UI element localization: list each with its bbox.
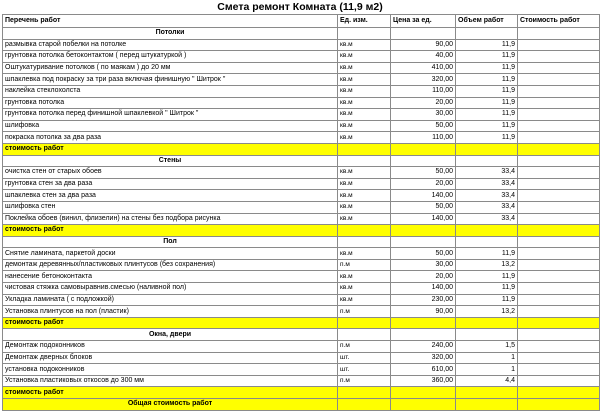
subtotal-label-cell[interactable]: стоимость работ bbox=[3, 387, 338, 399]
work-name-cell[interactable]: Демонтаж дверных блоков bbox=[3, 352, 338, 364]
price-cell[interactable]: 360,00 bbox=[391, 375, 456, 387]
unit-cell[interactable]: кв.м bbox=[338, 248, 391, 260]
table-row bbox=[3, 190, 600, 202]
quantity-cell[interactable]: 1 bbox=[456, 364, 518, 376]
empty-cell[interactable] bbox=[456, 236, 518, 248]
price-cell[interactable]: 230,00 bbox=[391, 294, 456, 306]
cost-cell[interactable] bbox=[518, 190, 600, 202]
cost-cell[interactable] bbox=[518, 294, 600, 306]
cost-cell[interactable] bbox=[518, 51, 600, 63]
work-name-cell[interactable]: грунтовка стен за два раза bbox=[3, 178, 338, 190]
section-title-cell[interactable]: Стены bbox=[3, 155, 338, 167]
price-cell[interactable]: 40,00 bbox=[391, 51, 456, 63]
price-cell[interactable]: 90,00 bbox=[391, 306, 456, 318]
empty-cell[interactable] bbox=[391, 155, 456, 167]
price-cell[interactable]: 20,00 bbox=[391, 97, 456, 109]
total-value-cell[interactable] bbox=[518, 399, 600, 411]
unit-cell[interactable]: кв.м bbox=[338, 167, 391, 179]
cost-cell[interactable] bbox=[518, 364, 600, 376]
subtotal-label-cell[interactable]: стоимость работ bbox=[3, 317, 338, 329]
empty-cell[interactable] bbox=[338, 143, 391, 155]
cost-cell[interactable] bbox=[518, 74, 600, 86]
table-row bbox=[3, 352, 600, 364]
cost-cell[interactable] bbox=[518, 306, 600, 318]
unit-cell[interactable]: кв.м bbox=[338, 283, 391, 295]
work-name-cell[interactable]: нанесение бетоноконтакта bbox=[3, 271, 338, 283]
header-cell-cost[interactable]: Стоимость работ bbox=[518, 15, 600, 28]
unit-cell[interactable]: п.м bbox=[338, 375, 391, 387]
quantity-cell[interactable]: 11,9 bbox=[456, 62, 518, 74]
sheet-title: Смета ремонт Комната (11,9 м2) bbox=[217, 1, 383, 13]
cost-cell[interactable] bbox=[518, 178, 600, 190]
cost-cell[interactable] bbox=[518, 271, 600, 283]
cost-cell[interactable] bbox=[518, 352, 600, 364]
table-row bbox=[3, 213, 600, 225]
unit-cell[interactable]: п.м bbox=[338, 341, 391, 353]
unit-cell[interactable]: кв.м bbox=[338, 132, 391, 144]
empty-cell[interactable] bbox=[391, 387, 456, 399]
table-body bbox=[3, 28, 600, 411]
quantity-cell[interactable]: 11,9 bbox=[456, 120, 518, 132]
quantity-cell[interactable]: 11,9 bbox=[456, 51, 518, 63]
quantity-cell[interactable]: 11,9 bbox=[456, 248, 518, 260]
table-row bbox=[3, 132, 600, 144]
quantity-cell[interactable]: 33,4 bbox=[456, 167, 518, 179]
table-row bbox=[3, 120, 600, 132]
quantity-cell[interactable]: 11,9 bbox=[456, 97, 518, 109]
table-row bbox=[3, 167, 600, 179]
cost-cell[interactable] bbox=[518, 109, 600, 121]
work-name-cell[interactable]: грунтовка потолка перед финишной шпаклевкой " Шитрок " bbox=[3, 109, 338, 121]
empty-cell[interactable] bbox=[338, 387, 391, 399]
table-row bbox=[3, 271, 600, 283]
subtotal-row bbox=[3, 317, 600, 329]
empty-cell[interactable] bbox=[518, 329, 600, 341]
unit-cell[interactable]: кв.м bbox=[338, 62, 391, 74]
price-cell[interactable]: 50,00 bbox=[391, 167, 456, 179]
quantity-cell[interactable]: 11,9 bbox=[456, 294, 518, 306]
price-cell[interactable]: 320,00 bbox=[391, 74, 456, 86]
quantity-cell[interactable]: 11,9 bbox=[456, 39, 518, 51]
empty-cell[interactable] bbox=[391, 399, 456, 411]
price-cell[interactable]: 30,00 bbox=[391, 259, 456, 271]
price-cell[interactable]: 140,00 bbox=[391, 190, 456, 202]
quantity-cell[interactable]: 1,5 bbox=[456, 341, 518, 353]
empty-cell[interactable] bbox=[338, 155, 391, 167]
unit-cell[interactable]: шт. bbox=[338, 364, 391, 376]
table-row bbox=[3, 201, 600, 213]
subtotal-label-cell[interactable]: стоимость работ bbox=[3, 143, 338, 155]
cost-cell[interactable] bbox=[518, 201, 600, 213]
work-name-cell[interactable]: Установка плинтусов на пол (пластик) bbox=[3, 306, 338, 318]
quantity-cell[interactable]: 33,4 bbox=[456, 190, 518, 202]
empty-cell[interactable] bbox=[391, 143, 456, 155]
cost-cell[interactable] bbox=[518, 39, 600, 51]
cost-cell[interactable] bbox=[518, 132, 600, 144]
unit-cell[interactable]: кв.м bbox=[338, 190, 391, 202]
quantity-cell[interactable]: 11,9 bbox=[456, 271, 518, 283]
empty-cell[interactable] bbox=[518, 236, 600, 248]
empty-cell[interactable] bbox=[338, 317, 391, 329]
work-name-cell[interactable]: демонтаж деревянных/пластиковых плинтусов (без сохранения) bbox=[3, 259, 338, 271]
work-name-cell[interactable]: Поклейка обоев (винил, флизелин) на стены без подбора рисунка bbox=[3, 213, 338, 225]
table-row bbox=[3, 109, 600, 121]
total-label-cell[interactable]: Общая стоимость работ bbox=[3, 399, 338, 411]
section-row bbox=[3, 155, 600, 167]
work-name-cell[interactable]: очистка стен от старых обоев bbox=[3, 167, 338, 179]
price-cell[interactable]: 30,00 bbox=[391, 109, 456, 121]
empty-cell[interactable] bbox=[456, 143, 518, 155]
empty-cell[interactable] bbox=[518, 28, 600, 40]
empty-cell[interactable] bbox=[391, 329, 456, 341]
price-cell[interactable]: 50,00 bbox=[391, 120, 456, 132]
section-row bbox=[3, 329, 600, 341]
table-row bbox=[3, 62, 600, 74]
work-name-cell[interactable]: шпаклевка стен за два раза bbox=[3, 190, 338, 202]
unit-cell[interactable]: кв.м bbox=[338, 74, 391, 86]
total-row bbox=[3, 399, 600, 411]
work-name-cell[interactable]: грунтовка потолка bbox=[3, 97, 338, 109]
work-name-cell[interactable]: грунтовка потолка бетоконтактом ( перед штукатуркой ) bbox=[3, 51, 338, 63]
cost-cell[interactable] bbox=[518, 120, 600, 132]
unit-cell[interactable]: кв.м bbox=[338, 39, 391, 51]
price-cell[interactable]: 110,00 bbox=[391, 85, 456, 97]
table-row bbox=[3, 259, 600, 271]
work-name-cell[interactable]: Установка пластиковых откосов до 300 мм bbox=[3, 375, 338, 387]
empty-cell[interactable] bbox=[456, 317, 518, 329]
empty-cell[interactable] bbox=[391, 236, 456, 248]
empty-cell[interactable] bbox=[391, 28, 456, 40]
section-row bbox=[3, 236, 600, 248]
table-row bbox=[3, 375, 600, 387]
quantity-cell[interactable]: 11,9 bbox=[456, 85, 518, 97]
table-row bbox=[3, 51, 600, 63]
quantity-cell[interactable]: 33,4 bbox=[456, 178, 518, 190]
cost-cell[interactable] bbox=[518, 85, 600, 97]
quantity-cell[interactable]: 11,9 bbox=[456, 283, 518, 295]
table-row bbox=[3, 283, 600, 295]
table-row bbox=[3, 178, 600, 190]
work-name-cell[interactable]: Укладка ламината ( с подложкой) bbox=[3, 294, 338, 306]
empty-cell[interactable] bbox=[338, 225, 391, 237]
estimate-table bbox=[2, 14, 600, 411]
table-row bbox=[3, 85, 600, 97]
unit-cell[interactable]: кв.м bbox=[338, 85, 391, 97]
work-name-cell[interactable]: размывка старой побелки на потолке bbox=[3, 39, 338, 51]
price-cell[interactable]: 110,00 bbox=[391, 132, 456, 144]
quantity-cell[interactable]: 1 bbox=[456, 352, 518, 364]
section-title-cell[interactable]: Пол bbox=[3, 236, 338, 248]
subtotal-value-cell[interactable] bbox=[518, 317, 600, 329]
unit-cell[interactable]: кв.м bbox=[338, 201, 391, 213]
table-row bbox=[3, 341, 600, 353]
unit-cell[interactable]: кв.м bbox=[338, 120, 391, 132]
section-row bbox=[3, 28, 600, 40]
subtotal-row bbox=[3, 143, 600, 155]
price-cell[interactable]: 20,00 bbox=[391, 178, 456, 190]
work-name-cell[interactable]: чистовая стяжка самовыравнив.смесью (наливной пол) bbox=[3, 283, 338, 295]
empty-cell[interactable] bbox=[518, 155, 600, 167]
section-title-cell[interactable]: Потолки bbox=[3, 28, 338, 40]
empty-cell[interactable] bbox=[456, 387, 518, 399]
cost-cell[interactable] bbox=[518, 375, 600, 387]
table-row bbox=[3, 306, 600, 318]
price-cell[interactable]: 140,00 bbox=[391, 213, 456, 225]
quantity-cell[interactable]: 33,4 bbox=[456, 213, 518, 225]
empty-cell[interactable] bbox=[338, 329, 391, 341]
table-row bbox=[3, 39, 600, 51]
work-name-cell[interactable]: шпаклевка под покраску за три раза включая финишную " Шитрок " bbox=[3, 74, 338, 86]
price-cell[interactable]: 410,00 bbox=[391, 62, 456, 74]
subtotal-value-cell[interactable] bbox=[518, 387, 600, 399]
price-cell[interactable]: 140,00 bbox=[391, 283, 456, 295]
header-cell-price[interactable]: Цена за ед. bbox=[391, 15, 456, 28]
section-title-cell[interactable]: Окна, двери bbox=[3, 329, 338, 341]
quantity-cell[interactable]: 13,2 bbox=[456, 259, 518, 271]
table-row bbox=[3, 74, 600, 86]
unit-cell[interactable]: п.м bbox=[338, 259, 391, 271]
work-name-cell[interactable]: Снятие ламината, паркетой доски bbox=[3, 248, 338, 260]
price-cell[interactable]: 610,00 bbox=[391, 364, 456, 376]
work-name-cell[interactable]: установка подоконников bbox=[3, 364, 338, 376]
work-name-cell[interactable]: наклейка стеклохолста bbox=[3, 85, 338, 97]
quantity-cell[interactable]: 4,4 bbox=[456, 375, 518, 387]
quantity-cell[interactable]: 11,9 bbox=[456, 74, 518, 86]
quantity-cell[interactable]: 11,9 bbox=[456, 132, 518, 144]
unit-cell[interactable]: кв.м bbox=[338, 109, 391, 121]
quantity-cell[interactable]: 11,9 bbox=[456, 109, 518, 121]
empty-cell[interactable] bbox=[338, 236, 391, 248]
unit-cell[interactable]: кв.м bbox=[338, 294, 391, 306]
price-cell[interactable]: 320,00 bbox=[391, 352, 456, 364]
header-cell-work[interactable]: Перечень работ bbox=[3, 15, 338, 28]
unit-cell[interactable]: кв.м bbox=[338, 51, 391, 63]
cost-cell[interactable] bbox=[518, 283, 600, 295]
empty-cell[interactable] bbox=[456, 28, 518, 40]
subtotal-value-cell[interactable] bbox=[518, 143, 600, 155]
cost-cell[interactable] bbox=[518, 341, 600, 353]
cost-cell[interactable] bbox=[518, 167, 600, 179]
table-row bbox=[3, 364, 600, 376]
price-cell[interactable]: 50,00 bbox=[391, 248, 456, 260]
cost-cell[interactable] bbox=[518, 97, 600, 109]
work-name-cell[interactable]: Демонтаж подоконников bbox=[3, 341, 338, 353]
table-row bbox=[3, 294, 600, 306]
empty-cell[interactable] bbox=[456, 155, 518, 167]
subtotal-label-cell[interactable]: стоимость работ bbox=[3, 225, 338, 237]
unit-cell[interactable]: кв.м bbox=[338, 213, 391, 225]
price-cell[interactable]: 50,00 bbox=[391, 201, 456, 213]
cost-cell[interactable] bbox=[518, 259, 600, 271]
cost-cell[interactable] bbox=[518, 248, 600, 260]
unit-cell[interactable]: кв.м bbox=[338, 271, 391, 283]
header-cell-unit[interactable]: Ед. изм. bbox=[338, 15, 391, 28]
cost-cell[interactable] bbox=[518, 213, 600, 225]
quantity-cell[interactable]: 33,4 bbox=[456, 201, 518, 213]
cost-cell[interactable] bbox=[518, 62, 600, 74]
header-row bbox=[3, 15, 600, 28]
table-row bbox=[3, 97, 600, 109]
header-cell-quantity[interactable]: Объем работ bbox=[456, 15, 518, 28]
unit-cell[interactable]: кв.м bbox=[338, 97, 391, 109]
subtotal-value-cell[interactable] bbox=[518, 225, 600, 237]
empty-cell[interactable] bbox=[338, 28, 391, 40]
unit-cell[interactable]: шт. bbox=[338, 352, 391, 364]
work-name-cell[interactable]: шлифовка стен bbox=[3, 201, 338, 213]
empty-cell[interactable] bbox=[456, 329, 518, 341]
work-name-cell[interactable]: шлифовка bbox=[3, 120, 338, 132]
price-cell[interactable]: 90,00 bbox=[391, 39, 456, 51]
unit-cell[interactable]: п.м bbox=[338, 306, 391, 318]
unit-cell[interactable]: кв.м bbox=[338, 178, 391, 190]
subtotal-row bbox=[3, 225, 600, 237]
table-row bbox=[3, 248, 600, 260]
work-name-cell[interactable]: Оштукатуривание потолков ( по маякам ) до 20 мм bbox=[3, 62, 338, 74]
empty-cell[interactable] bbox=[391, 225, 456, 237]
subtotal-row bbox=[3, 387, 600, 399]
price-cell[interactable]: 20,00 bbox=[391, 271, 456, 283]
price-cell[interactable]: 240,00 bbox=[391, 341, 456, 353]
empty-cell[interactable] bbox=[456, 399, 518, 411]
quantity-cell[interactable]: 13,2 bbox=[456, 306, 518, 318]
empty-cell[interactable] bbox=[456, 225, 518, 237]
empty-cell[interactable] bbox=[391, 317, 456, 329]
work-name-cell[interactable]: покраска потолка за два раза bbox=[3, 132, 338, 144]
empty-cell[interactable] bbox=[338, 399, 391, 411]
